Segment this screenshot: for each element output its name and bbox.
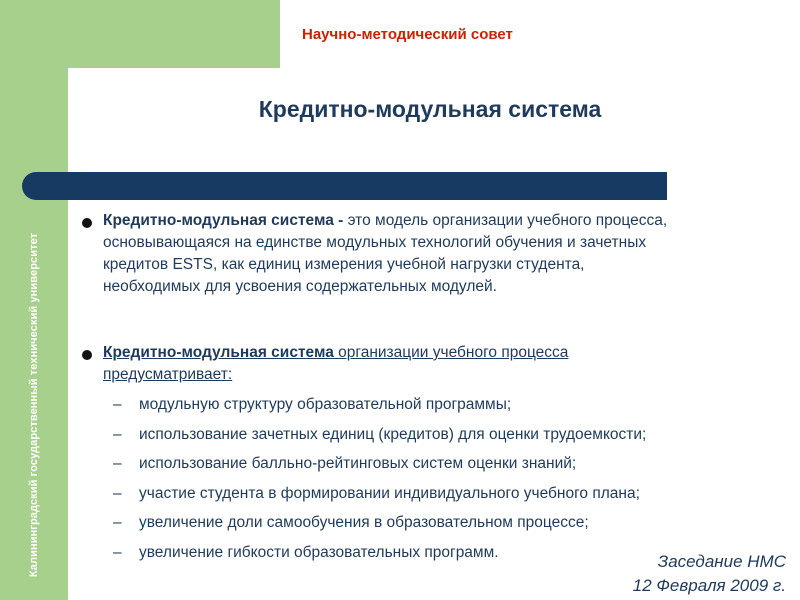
definition-term: Кредитно-модульная система - [103,212,344,229]
meeting-footer [633,550,786,598]
title-divider-bar [22,172,667,200]
university-vertical-label: Калининградский государственный технический университет [28,232,40,578]
dash-icon: – [113,484,122,502]
definition-line: необходимых для усвоения содержательных модулей. [103,278,497,295]
meeting-date: 12 Февраля 2009 г. [632,576,786,595]
bullet-icon [82,350,92,360]
dash-icon: – [113,455,122,472]
bullet-icon [82,218,92,228]
meeting-name: Заседание НМС [657,552,786,571]
definition-line: кредитов ESTS, как единиц измерения учебной нагрузки студента, [103,256,585,273]
paragraph-definition [103,210,783,298]
dash-icon: – [113,543,122,561]
slide-title: Кредитно-модульная система [258,96,602,122]
paragraph-provides [103,342,783,386]
white-top-right [560,0,800,68]
dash-icon: – [113,425,122,443]
provides-term: Кредитно-модульная система [103,344,334,361]
dash-icon: – [113,396,122,413]
council-header: Научно-методический совет [302,26,513,43]
provides-line: организации учебного процесса [333,344,569,361]
definition-line: основывающаяся на единстве модульных технологий обучения и зачетных [103,234,647,251]
definition-line: это модель организации учебного процесса, [343,212,668,229]
dash-icon: – [113,514,122,531]
provides-line: предусматривает: [103,366,233,383]
